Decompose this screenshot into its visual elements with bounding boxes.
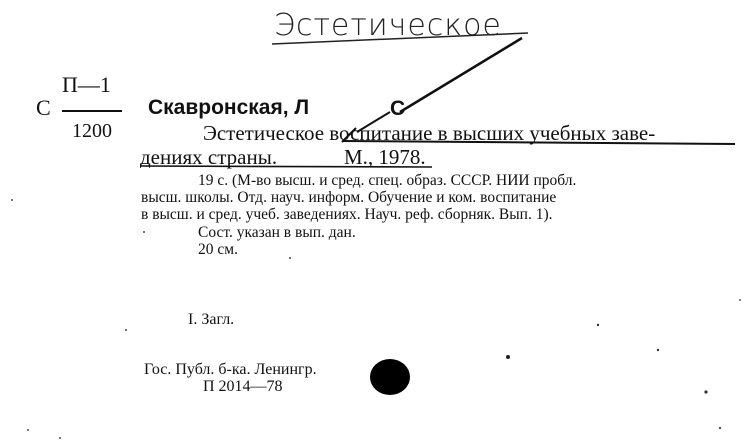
title-line-1: Эстетическое воспитание в высших учебных заве- (203, 121, 656, 145)
annotation-line: 19 с. (М-во высш. и сред. спец. образ. СССР. НИИ пробл. (198, 172, 577, 189)
speck (506, 355, 510, 359)
author-mark: С (390, 97, 406, 120)
author-name: Скавронская, Л (148, 96, 310, 119)
shelfmark-number: 1200 (72, 120, 112, 142)
speck (143, 231, 145, 233)
note-line: 20 см. (198, 241, 238, 258)
annotation-line: в высш. и сред. учеб. заведениях. Науч. реф. сборняк. Вып. 1). (141, 206, 553, 223)
speck (11, 199, 13, 201)
handwritten-subject: Эстетическое (274, 8, 502, 43)
speck (719, 427, 721, 429)
ink-blot (370, 359, 410, 395)
speck (657, 349, 659, 351)
speck (27, 429, 29, 431)
speck (597, 324, 599, 326)
speck (59, 437, 61, 439)
speck (289, 257, 291, 259)
speck (125, 329, 127, 331)
annotation-line: высш. школы. Отд. науч. информ. Обучение и ком. воспитание (141, 189, 557, 206)
library-number: П 2014—78 (203, 378, 283, 395)
shelfmark-letter: С (36, 95, 51, 120)
speck (739, 299, 741, 301)
title-line-2: дениях страны. (140, 145, 278, 169)
diagonal-pen-stroke (400, 38, 522, 112)
shelfmark-divider (62, 110, 122, 112)
title-entry: I. Загл. (188, 311, 235, 328)
note-line: Сост. указан в вып. дан. (198, 224, 356, 241)
shelfmark-top: П—1 (62, 72, 111, 97)
imprint: М., 1978. (344, 145, 426, 169)
library-name: Гос. Публ. б-ка. Ленингр. (144, 361, 317, 378)
speck (704, 390, 707, 393)
